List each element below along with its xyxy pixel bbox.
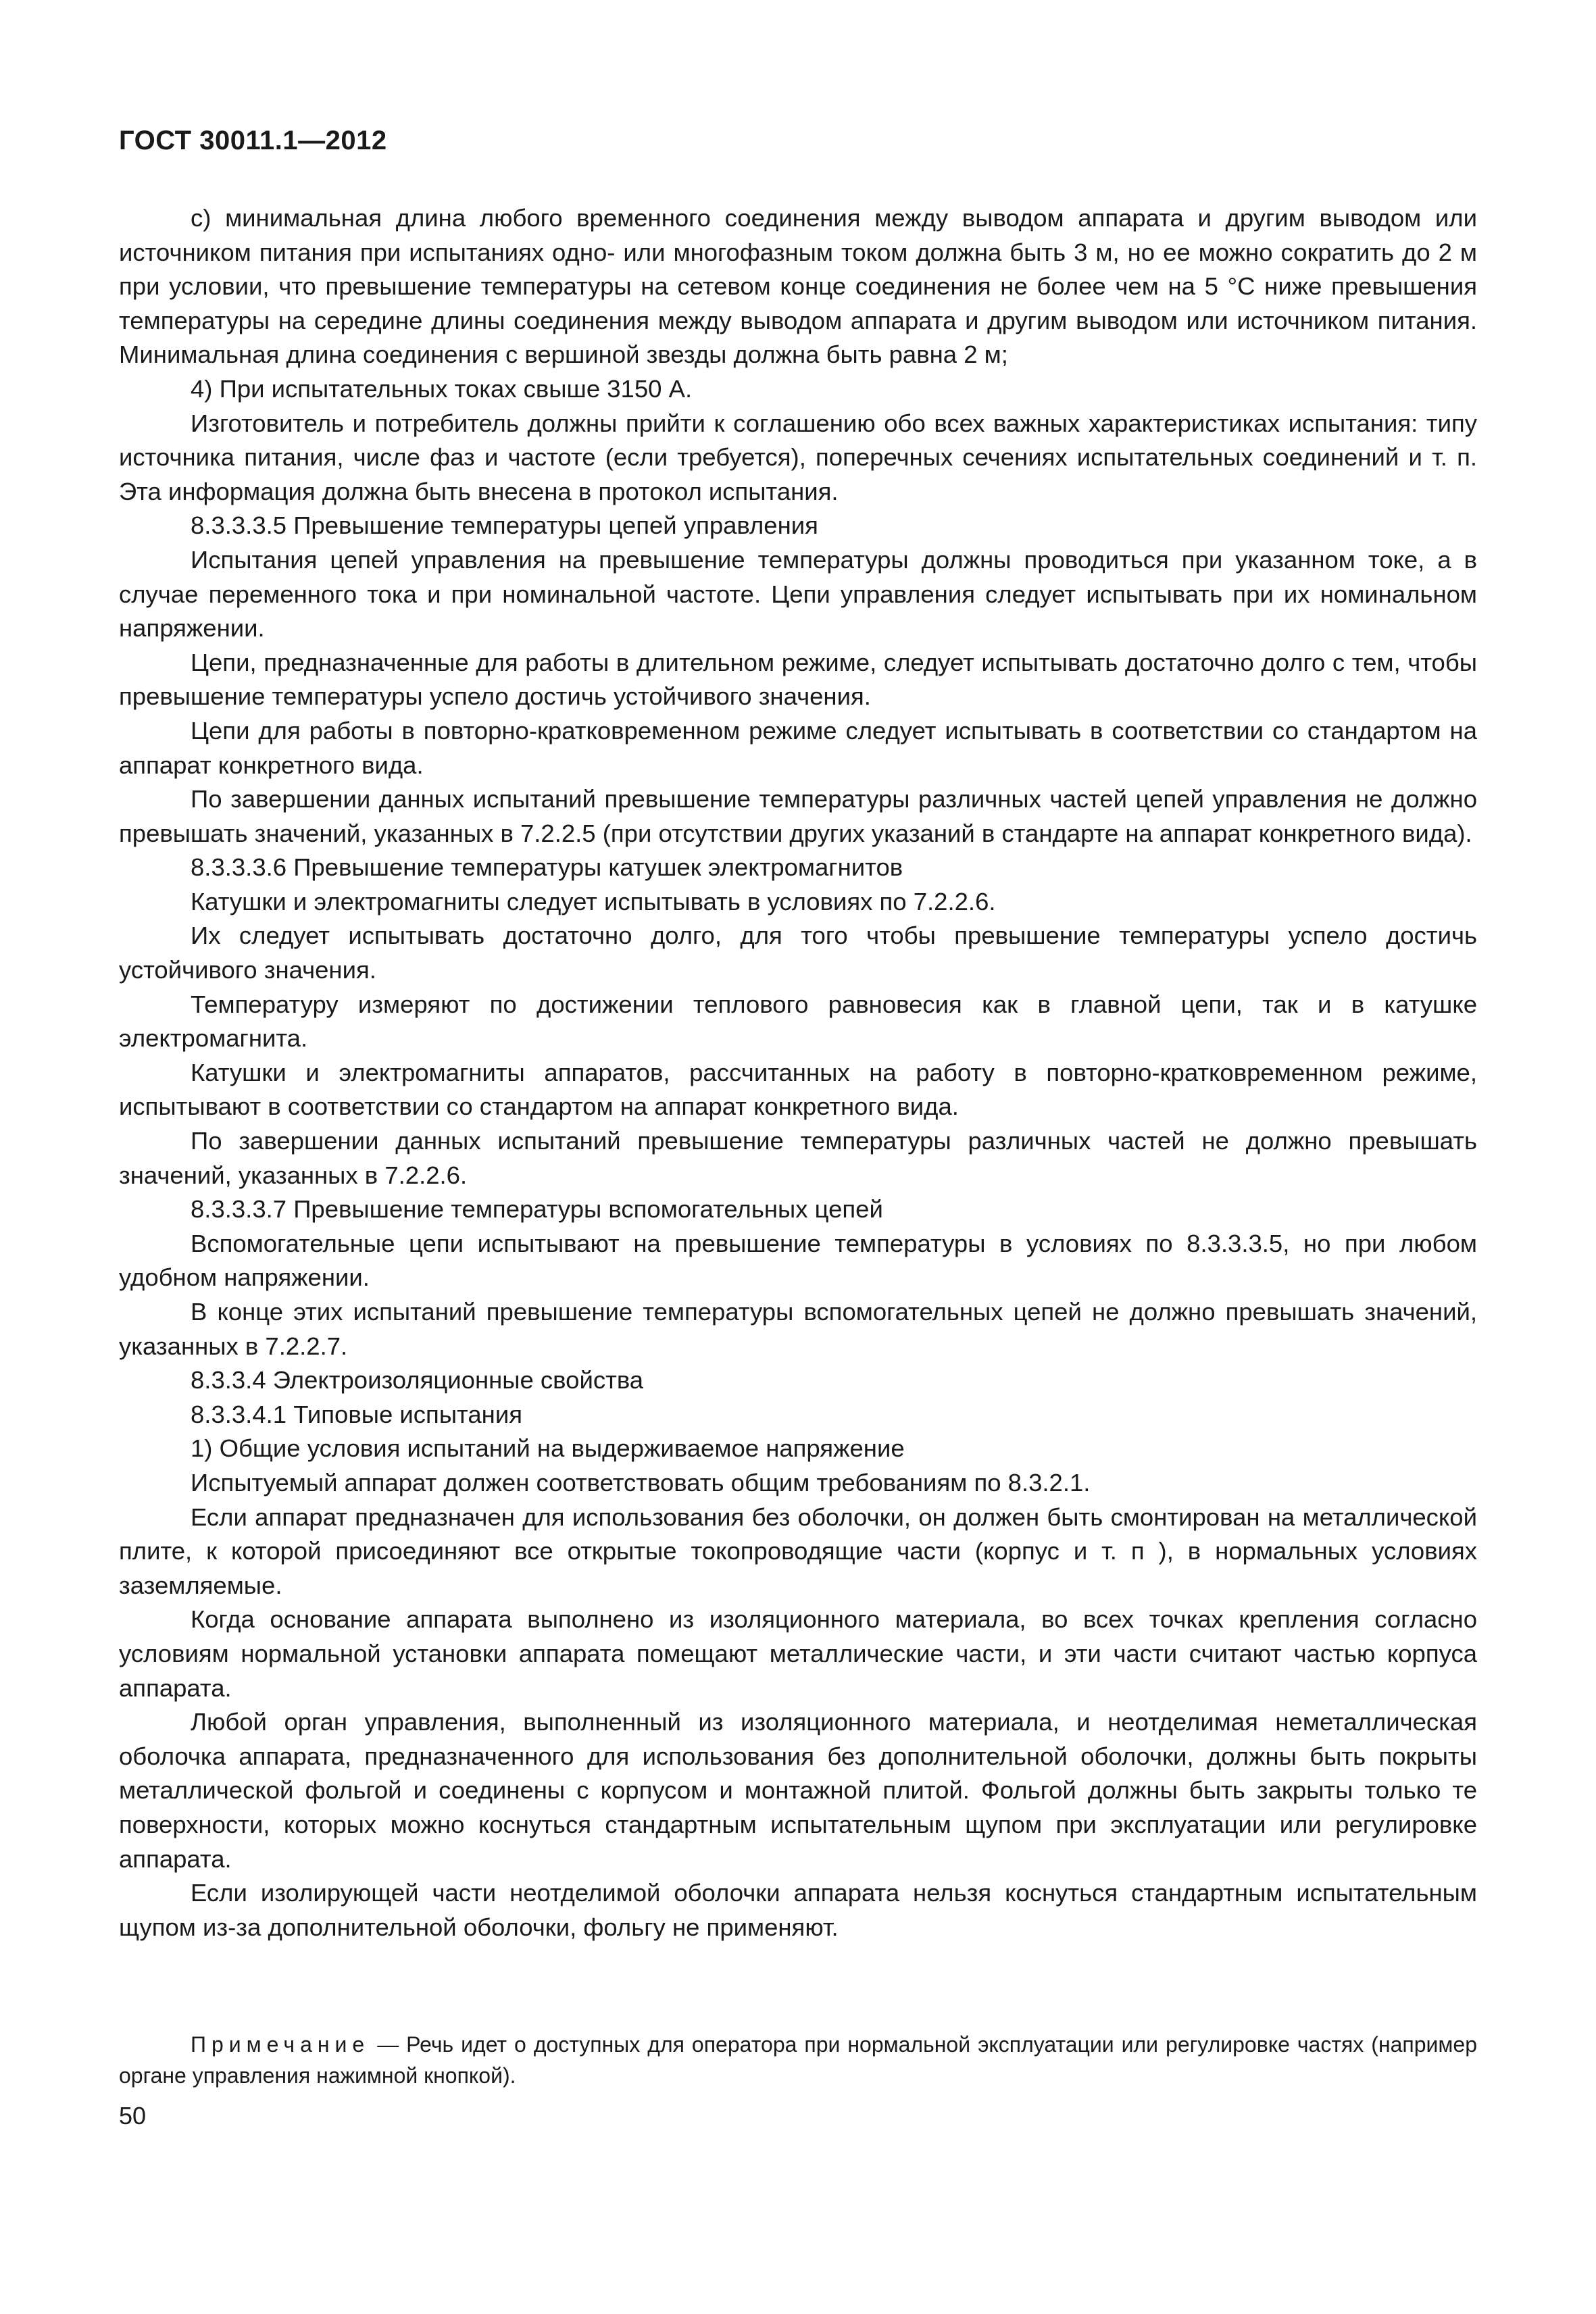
paragraph: Температуру измеряют по достижении теплового равновесия как в главной цепи, так и в катушке электромагнита. xyxy=(119,990,1477,1053)
paragraph: Их следует испытывать достаточно долго, для того чтобы превышение температуры успело достичь устойчивого значения. xyxy=(119,922,1477,984)
paragraph: Испытуемый аппарат должен соответствовать общим требованиям по 8.3.2.1. xyxy=(191,1468,1091,1496)
paragraph-item-4: 4) При испытательных токах свыше 3150 А. xyxy=(191,374,693,403)
section-heading-8-3-3-4: 8.3.3.4 Электроизоляционные свойства xyxy=(191,1366,644,1394)
paragraph: В конце этих испытаний превышение температуры вспомогательных цепей не должно превышать значений, указанных в 7.2.2.7. xyxy=(119,1298,1477,1360)
paragraph: Любой орган управления, выполненный из изоляционного материала, и неотделимая неметаллическая оболочка аппарата, предназначенного для использования без дополнительной оболочки, должны быть покрыты металлической фольгой и соединены с корпусом и монтажной плитой. Фольгой должны быть закрыты только те поверхности, которых можно коснуться стандартным испытательным щупом при эксплуатации или регулировке аппарата. xyxy=(119,1708,1477,1873)
paragraph-item-c: с) минимальная длина любого временного соединения между выводом аппарата и другим выводом или источником питания при испытаниях одно- или многофазным током должна быть 3 м, но ее можно сократить до 2 м при условии, что превышение температуры на сетевом конце соединения не более чем на 5 °С ниже превышения температуры на середине длины соединения между выводом аппарата и другим выводом или источником питания. Минимальная длина соединения с вершиной звезды должна быть равна 2 м; xyxy=(119,204,1477,369)
section-heading-8-3-3-3-7: 8.3.3.3.7 Превышение температуры вспомогательных цепей xyxy=(191,1195,883,1224)
paragraph: По завершении данных испытаний превышение температуры различных частей не должно превышать значений, указанных в 7.2.2.6. xyxy=(119,1127,1477,1189)
paragraph: По завершении данных испытаний превышение температуры различных частей цепей управления не должно превышать значений, указанных в 7.2.2.5 (при отсутствии других указаний в стандарте на аппарат конкретного вида). xyxy=(119,785,1477,847)
document-code: ГОСТ 30011.1—2012 xyxy=(119,126,387,155)
page-number: 50 xyxy=(119,2102,147,2130)
note-text: — Речь идет о доступных для оператора при нормальной эксплуатации или регулировке частях (например органе управления нажимной кнопкой). xyxy=(119,2032,1477,2088)
note xyxy=(119,2029,1477,2091)
list-item-1: 1) Общие условия испытаний на выдерживаемое напряжение xyxy=(191,1434,905,1463)
paragraph: Катушки и электромагниты следует испытывать в условиях по 7.2.2.6. xyxy=(191,887,996,915)
paragraph: Если изолирующей части неотделимой оболочки аппарата нельзя коснуться стандартным испытательным щупом из-за дополнительной оболочки, фольгу не применяют. xyxy=(119,1879,1477,1941)
note-label: Примечание xyxy=(191,2032,370,2057)
paragraph: Вспомогательные цепи испытывают на превышение температуры в условиях по 8.3.3.3.5, но при любом удобном напряжении. xyxy=(119,1229,1477,1292)
paragraph: Когда основание аппарата выполнено из изоляционного материала, во всех точках крепления согласно условиям нормальной установки аппарата помещают металлические части, и эти части считают частью корпуса аппарата. xyxy=(119,1605,1477,1702)
paragraph: Если аппарат предназначен для использования без оболочки, он должен быть смонтирован на металлической плите, к которой присоединяют все открытые токопроводящие части (корпус и т. п ), в нормальных условиях заземляемые. xyxy=(119,1503,1477,1599)
paragraph: Цепи, предназначенные для работы в длительном режиме, следует испытывать достаточно долго с тем, чтобы превышение температуры успело достичь устойчивого значения. xyxy=(119,648,1477,711)
body-text xyxy=(119,201,1477,1944)
section-heading-8-3-3-4-1: 8.3.3.4.1 Типовые испытания xyxy=(191,1400,522,1428)
section-heading-8-3-3-3-5: 8.3.3.3.5 Превышение температуры цепей управления xyxy=(191,511,818,540)
paragraph: Испытания цепей управления на превышение температуры должны проводиться при указанном токе, а в случае переменного тока и при номинальной частоте. Цепи управления следует испытывать при их номинальном напряжении. xyxy=(119,545,1477,643)
paragraph: Изготовитель и потребитель должны прийти к соглашению обо всех важных характеристиках испытания: типу источника питания, числе фаз и частоте (если требуется), поперечных сечениях испытательных соединений и т. п. Эта информация должна быть внесена в протокол испытания. xyxy=(119,409,1477,505)
section-heading-8-3-3-3-6: 8.3.3.3.6 Превышение температуры катушек электромагнитов xyxy=(191,853,903,882)
paragraph: Цепи для работы в повторно-кратковременном режиме следует испытывать в соответствии со стандартом на аппарат конкретного вида. xyxy=(119,716,1477,779)
paragraph: Катушки и электромагниты аппаратов, рассчитанных на работу в повторно-кратковременном режиме, испытывают в соответствии со стандартом на аппарат конкретного вида. xyxy=(119,1058,1477,1121)
